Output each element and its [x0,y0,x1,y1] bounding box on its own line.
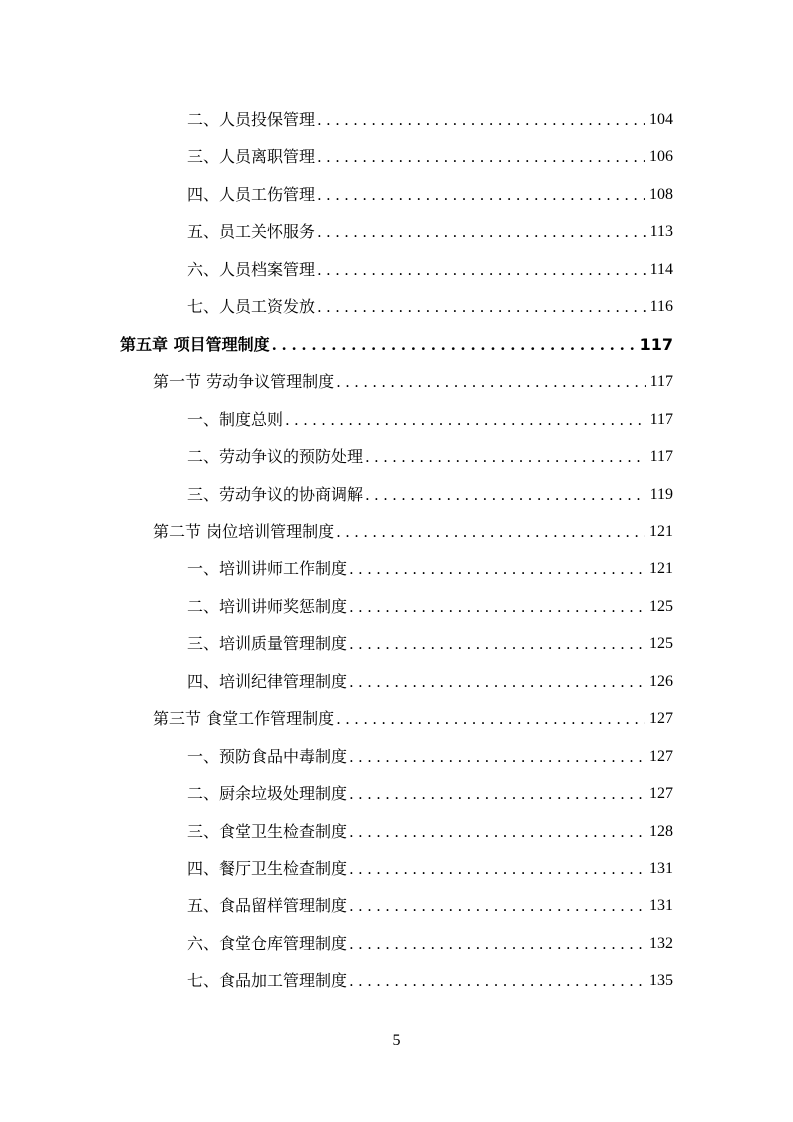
dot-leader [349,932,645,956]
toc-entry-item[interactable] [187,258,673,282]
dot-leader [349,969,645,993]
page-number: 5 [392,1032,401,1049]
toc-entry-page: 106 [649,148,673,166]
toc-entry-item[interactable] [187,595,673,619]
toc-entry-title: 一、预防食品中毒制度 [187,746,348,766]
toc-entry-page: 117 [649,410,673,428]
toc-entry-item[interactable] [187,108,673,132]
toc-entry-section[interactable] [153,707,673,731]
toc-entry-item[interactable] [187,894,673,918]
toc-entry-item[interactable] [187,445,673,469]
dot-leader [317,183,645,207]
toc-entry-item[interactable] [187,220,673,244]
toc-entry-title: 第五章 项目管理制度 [120,334,270,354]
toc-entry-item[interactable] [187,932,673,956]
toc-entry-title: 五、员工关怀服务 [187,222,316,242]
dot-leader [349,632,645,656]
toc-entry-page: 127 [649,710,673,728]
toc-entry-title: 七、人员工资发放 [187,297,316,317]
dot-leader [317,295,646,319]
toc-entry-page: 127 [649,747,673,765]
toc-entry-page: 108 [649,185,673,203]
toc-entry-item[interactable] [187,145,673,169]
toc-entry-title: 第一节 劳动争议管理制度 [153,372,335,392]
toc-entry-page: 131 [649,860,673,877]
toc-entry-title: 六、食堂仓库管理制度 [187,933,348,953]
dot-leader [349,670,645,694]
toc-entry-page: 132 [649,934,673,952]
dot-leader [336,707,645,731]
toc-entry-page: 131 [649,897,673,915]
toc-entry-title: 六、人员档案管理 [187,259,316,279]
dot-leader [272,333,636,357]
toc-entry-item[interactable] [187,183,673,207]
toc-entry-title: 二、人员投保管理 [187,110,316,129]
toc-entry-page: 125 [649,635,673,653]
toc-entry-title: 七、食品加工管理制度 [187,971,348,991]
toc-entry-page: 127 [649,785,673,803]
toc-entry-page: 126 [649,672,673,690]
toc-entry-section[interactable] [153,370,673,394]
toc-entry-page: 113 [649,223,673,241]
toc-entry-page: 125 [649,597,673,615]
dot-leader [365,445,646,469]
toc-entry-item[interactable] [187,295,673,319]
toc-entry-page: 119 [649,485,673,503]
dot-leader [349,894,645,918]
toc-entry-chapter[interactable] [120,333,673,357]
toc-entry-item[interactable] [187,670,673,694]
dot-leader [317,220,646,244]
dot-leader [349,557,645,581]
dot-leader [349,782,645,806]
dot-leader [285,408,646,432]
toc-entry-title: 二、劳动争议的预防处理 [187,447,364,467]
toc-entry-page: 116 [649,298,673,316]
dot-leader [365,483,646,507]
dot-leader [336,520,645,544]
toc-entry-item[interactable] [187,969,673,993]
toc-entry-item[interactable] [187,782,673,806]
dot-leader [317,108,645,132]
toc-entry-title: 四、人员工伤管理 [187,184,316,204]
toc-entry-title: 一、培训讲师工作制度 [187,559,348,579]
toc-entry-title: 第三节 食堂工作管理制度 [153,709,335,729]
toc-entry-title: 四、培训纪律管理制度 [187,671,348,691]
toc-entry-page: 104 [649,111,673,128]
toc-entry-title: 三、劳动争议的协商调解 [187,484,364,504]
toc-entry-page: 135 [649,972,673,990]
dot-leader [349,595,645,619]
toc-entry-page: 117 [649,448,673,466]
toc-entry-page: 128 [649,822,673,840]
toc-entry-page: 117 [639,334,673,354]
toc-entry-title: 二、培训讲师奖惩制度 [187,596,348,616]
dot-leader [349,745,645,769]
dot-leader [349,857,645,881]
toc-entry-item[interactable] [187,557,673,581]
toc-entry-title: 三、培训质量管理制度 [187,634,348,654]
toc-entry-title: 第二节 岗位培训管理制度 [153,521,335,541]
toc-entry-title: 五、食品留样管理制度 [187,896,348,916]
toc-entry-title: 三、食堂卫生检查制度 [187,821,348,841]
toc-entry-title: 一、制度总则 [187,409,284,429]
toc-entry-title: 三、人员离职管理 [187,147,316,167]
toc-entry-page: 114 [649,260,673,278]
toc-entry-item[interactable] [187,408,673,432]
dot-leader [317,258,646,282]
toc-entry-item[interactable] [187,632,673,656]
dot-leader [336,370,646,394]
dot-leader [349,820,645,844]
toc-entry-item[interactable] [187,857,673,881]
toc-entry-item[interactable] [187,745,673,769]
toc-entry-item[interactable] [187,820,673,844]
toc-entry-section[interactable] [153,520,673,544]
toc-entry-item[interactable] [187,483,673,507]
dot-leader [317,145,645,169]
toc-entry-title: 四、餐厅卫生检查制度 [187,859,348,878]
toc-entry-page: 121 [649,560,673,578]
toc-entry-title: 二、厨余垃圾处理制度 [187,784,348,804]
toc-entry-page: 117 [649,373,673,391]
toc-entry-page: 121 [649,522,673,540]
